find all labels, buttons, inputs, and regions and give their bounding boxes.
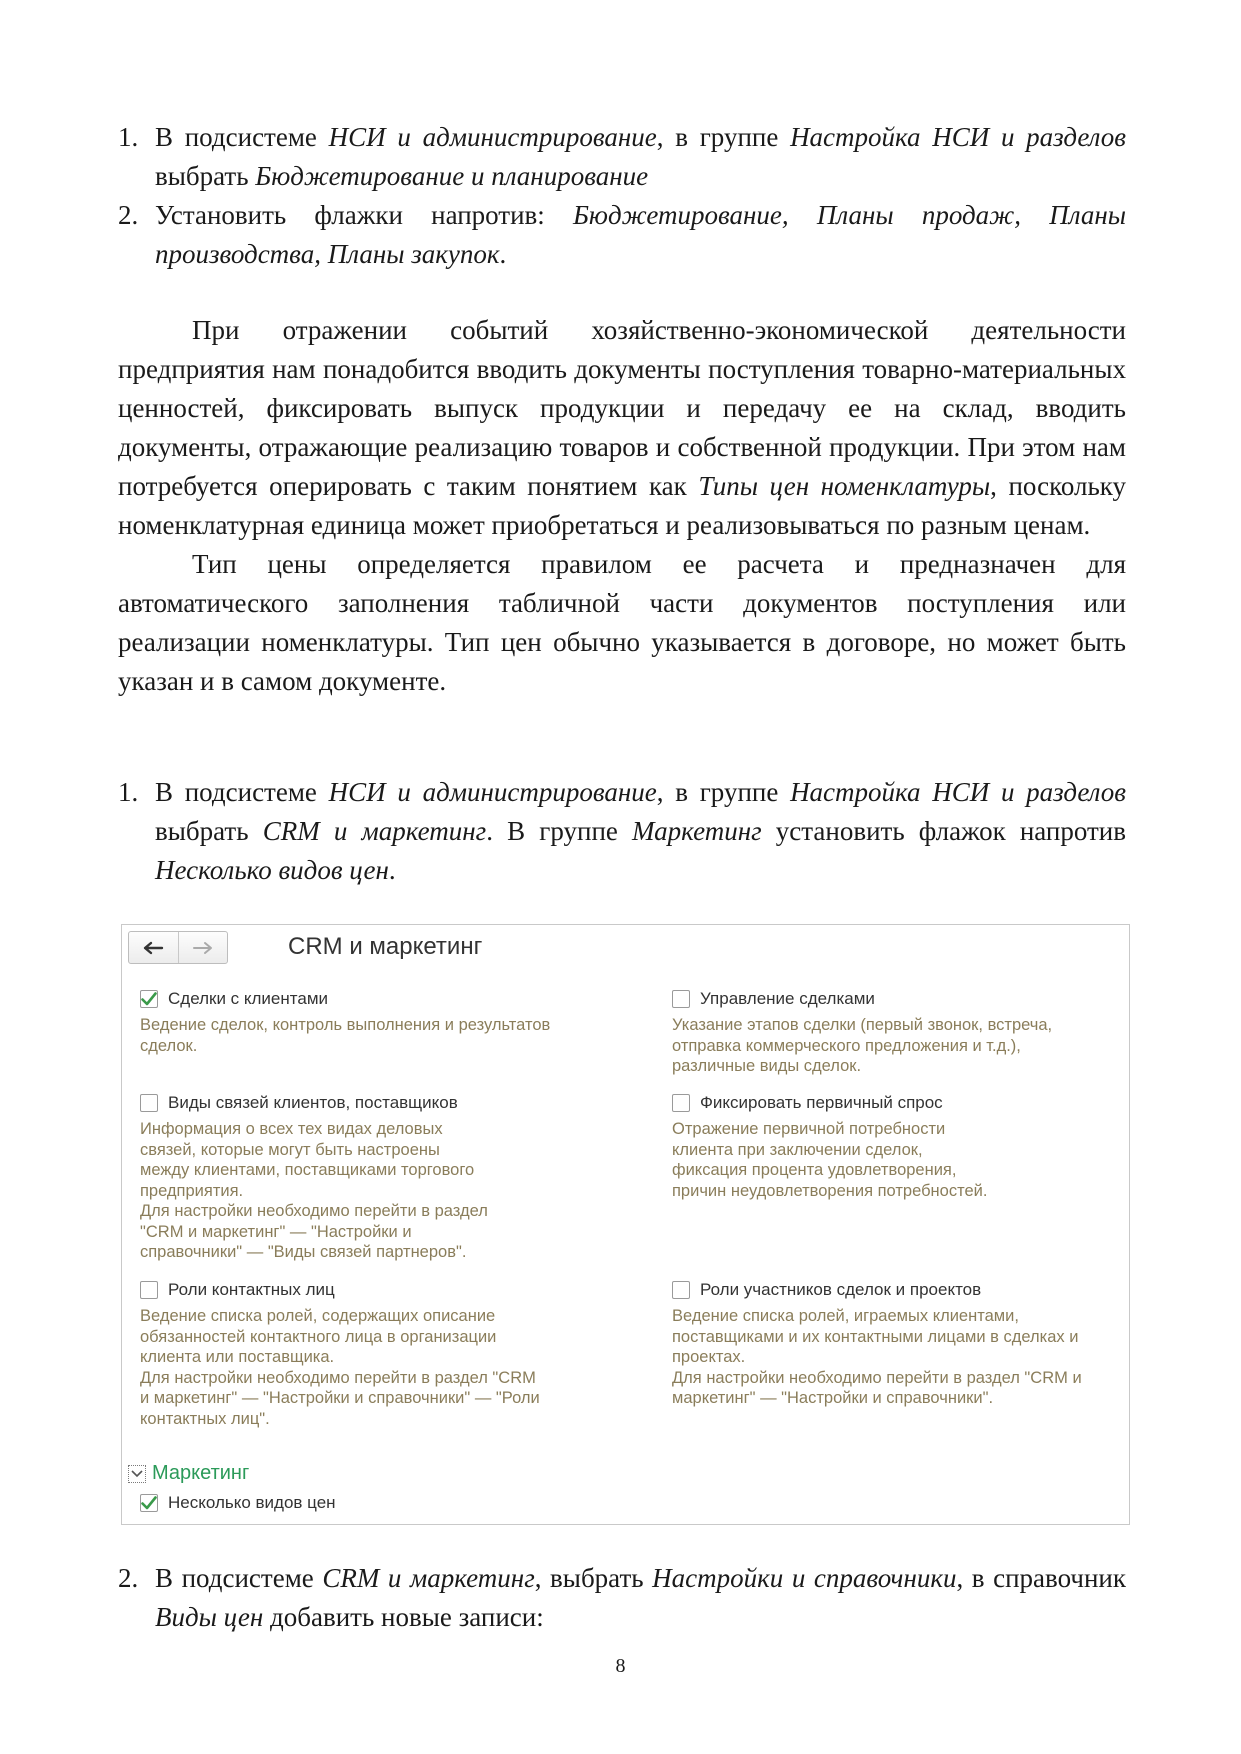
paragraph	[118, 545, 1126, 701]
option-description: Отражение первичной потребности клиента при заключении сделок, фиксация процента удовлетворения, причин неудовлетворения потребностей.	[672, 1120, 988, 1200]
emphasis-text: Бюджетирование и планирование	[255, 161, 649, 191]
list-item	[118, 196, 1126, 274]
text-run: установить флажок напротив	[761, 816, 1127, 846]
emphasis-text: CRM и маркетинг	[322, 1563, 535, 1593]
option-contact-roles	[140, 1278, 580, 1429]
text-run: , в группе	[656, 777, 791, 807]
form-title: CRM и маркетинг	[288, 933, 483, 960]
option-primary-demand	[672, 1091, 1112, 1201]
emphasis-text: Настройки и справочники	[652, 1563, 957, 1593]
text-run: . В группе	[486, 816, 633, 846]
checkmark-icon	[141, 992, 157, 1006]
checkbox[interactable]	[672, 1281, 690, 1299]
list-item	[118, 118, 1126, 196]
emphasis-text: НСИ и администрирование	[328, 122, 657, 152]
checkbox[interactable]	[140, 1281, 158, 1299]
text-run: , в группе	[656, 122, 791, 152]
nav-button-group	[128, 931, 228, 964]
option-description: Указание этапов сделки (первый звонок, встреча, отправка коммерческого предложения и т.д.), различные виды сделок.	[672, 1016, 1053, 1075]
instructions-list-3	[118, 1559, 1126, 1637]
text-run: При отражении событий хозяйственно-экономической деятельности предприятия нам понадобится вводить документы поступления товарно-материальных ценностей, фиксировать выпуск продукции и передачу ее на склад, вводить документы, отражающие реализацию товаров и собственной продукции. При этом нам потребуется оперировать с таким понятием как	[118, 315, 1126, 501]
option-label: Сделки с клиентами	[168, 989, 329, 1008]
checkbox[interactable]	[140, 1494, 158, 1512]
option-description: Ведение списка ролей, играемых клиентами, поставщиками и их контактными лицами в сделках и проектах. Для настройки необходимо перейти в раздел "CRM и маркетинг" — "Настройки и справочники".	[672, 1307, 1082, 1407]
instructions-list-1	[118, 118, 1126, 274]
text-run: В подсистеме	[155, 122, 329, 152]
checkbox[interactable]	[140, 990, 158, 1008]
arrow-left-icon	[142, 941, 164, 955]
crm-marketing-screenshot	[121, 924, 1130, 1525]
option-label: Виды связей клиентов, поставщиков	[168, 1093, 458, 1112]
body-text	[118, 311, 1126, 701]
text-run: выбрать	[155, 161, 256, 191]
option-multiple-price-types	[140, 1491, 580, 1515]
list-number: 2.	[118, 1563, 139, 1593]
text-run: В подсистеме	[155, 777, 329, 807]
list-number: 1.	[118, 122, 139, 152]
paragraph	[118, 311, 1126, 545]
checkbox[interactable]	[672, 1094, 690, 1112]
emphasis-text: Маркетинг	[632, 816, 762, 846]
emphasis-text: Несколько видов цен	[155, 855, 389, 885]
option-description: Ведение сделок, контроль выполнения и результатов сделок.	[140, 1016, 551, 1055]
text-run: .	[499, 239, 507, 269]
emphasis-text: Настройка НСИ и разделов	[790, 122, 1126, 152]
option-label: Роли участников сделок и проектов	[700, 1280, 982, 1299]
emphasis-text: НСИ и администрирование	[328, 777, 657, 807]
emphasis-text: Виды цен	[155, 1602, 264, 1632]
text-run: выбрать	[155, 816, 263, 846]
text-run: добавить новые записи:	[263, 1602, 544, 1632]
emphasis-text: Типы цен номенклатуры	[698, 471, 991, 501]
forward-button[interactable]	[178, 932, 228, 963]
chevron-down-icon	[131, 1470, 143, 1478]
emphasis-text: Бюджетирование, Планы продаж, Планы производства, Планы закупок	[155, 200, 1126, 269]
page-number: 8	[615, 1655, 626, 1677]
option-deals	[140, 987, 580, 1056]
marketing-section-title: Маркетинг	[152, 1462, 250, 1484]
emphasis-text: Настройка НСИ и разделов	[790, 777, 1126, 807]
option-label: Роли контактных лиц	[168, 1280, 335, 1299]
collapse-toggle[interactable]	[128, 1465, 146, 1483]
list-item	[118, 1559, 1126, 1637]
list-item	[118, 773, 1126, 890]
text-run: , поскольку номенклатурная единица может приобретаться и реализовываться по разным ценам.	[118, 471, 1126, 540]
option-label: Управление сделками	[700, 989, 875, 1008]
arrow-right-icon	[192, 941, 214, 955]
text-run: , выбрать	[534, 1563, 653, 1593]
option-relation-types	[140, 1091, 580, 1263]
text-run: В подсистеме	[155, 1563, 323, 1593]
option-label: Фиксировать первичный спрос	[700, 1093, 943, 1112]
text-run: Установить флажки напротив:	[155, 200, 573, 230]
emphasis-text: CRM и маркетинг	[262, 816, 487, 846]
text-run: .	[388, 855, 396, 885]
checkbox[interactable]	[672, 990, 690, 1008]
checkbox[interactable]	[140, 1094, 158, 1112]
text-run: Тип цены определяется правилом ее расчета и предназначен для автоматического заполнения табличной части документов поступления или реализации номенклатуры. Тип цен обычно указывается в договоре, но может быть указан и в самом документе.	[118, 549, 1126, 696]
instructions-list-2	[118, 773, 1126, 890]
option-participant-roles	[672, 1278, 1112, 1409]
checkmark-icon	[141, 1496, 157, 1510]
text-run: , в справочник	[956, 1563, 1126, 1593]
option-description: Ведение списка ролей, содержащих описание обязанностей контактного лица в организации клиента или поставщика. Для настройки необходимо перейти в раздел "CRM и маркетинг" — "Настройки и справочники" — "Роли контактных лиц".	[140, 1307, 540, 1428]
option-description: Информация о всех тех видах деловых связей, которые могут быть настроены между клиентами, поставщиками торгового предприятия. Для настройки необходимо перейти в раздел "CRM и маркетинг" — "Настройки и справочники" — "Виды связей партнеров".	[140, 1120, 488, 1261]
list-number: 2.	[118, 200, 139, 230]
marketing-section-header[interactable]	[128, 1462, 249, 1485]
option-deal-management	[672, 987, 1112, 1077]
back-button[interactable]	[129, 932, 178, 963]
list-number: 1.	[118, 777, 139, 807]
option-label: Несколько видов цен	[168, 1493, 336, 1512]
